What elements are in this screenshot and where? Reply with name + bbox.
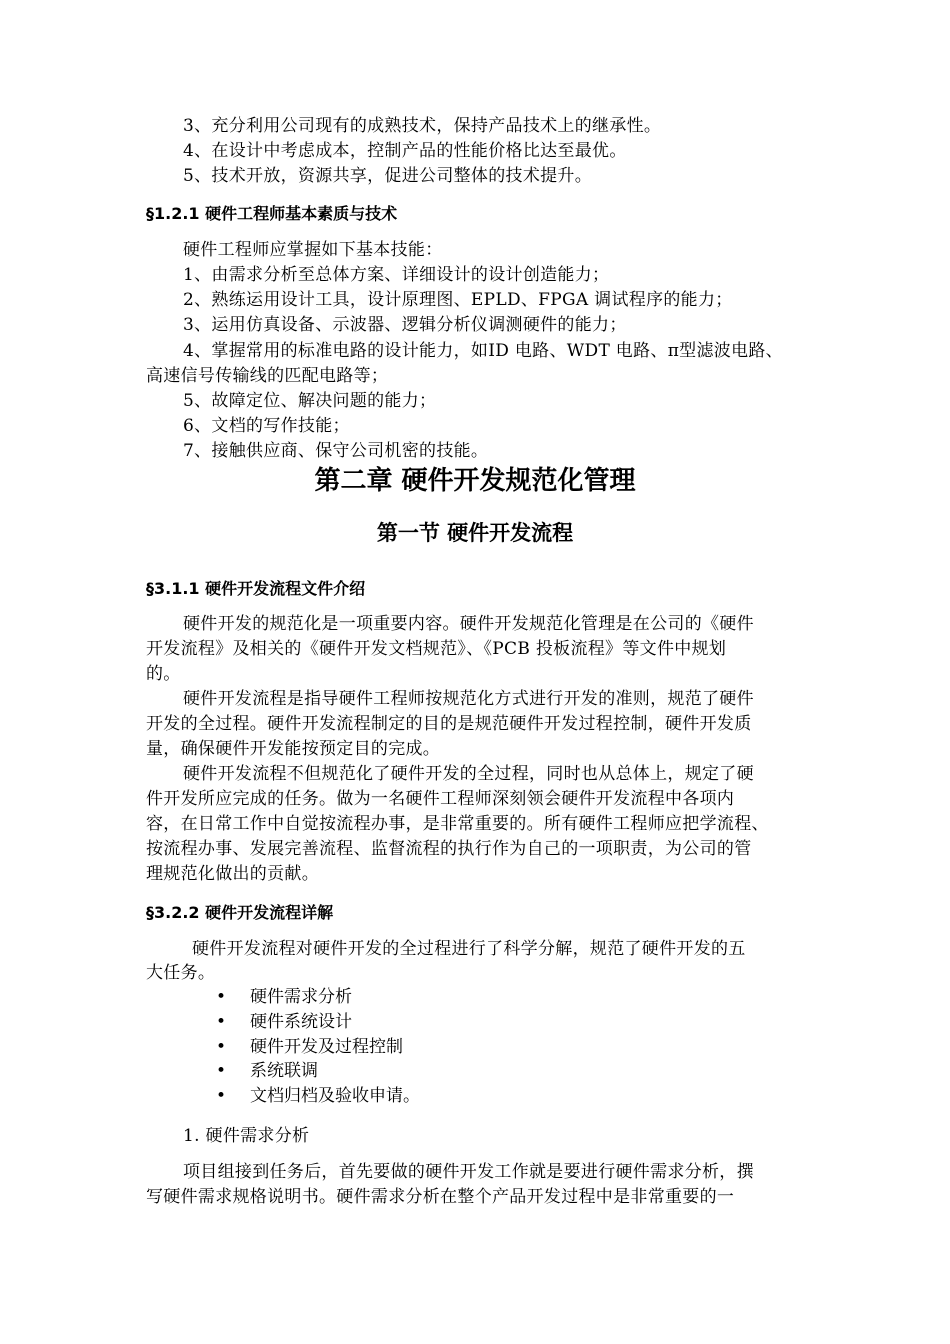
paragraph-lead: 硬件工程师应掌握如下基本技能： — [183, 240, 443, 260]
paragraph-line: 理规范化做出的贡献。 — [146, 864, 319, 884]
bullet-item: 文档归档及验收申请。 — [250, 1086, 420, 1106]
paragraph-line: 写硬件需求规格说明书。硬件需求分析在整个产品开发过程中是非常重要的一 — [146, 1187, 735, 1207]
list-item: 2、熟练运用设计工具，设计原理图、EPLD、FPGA 调试程序的能力； — [183, 290, 733, 310]
paragraph-line: 容，在日常工作中自觉按流程办事，是非常重要的。所有硬件工程师应把学流程、 — [146, 814, 769, 834]
section-heading-1-2-1: §1.2.1 硬件工程师基本素质与技术 — [146, 204, 398, 223]
bullet-item: 硬件需求分析 — [250, 987, 352, 1007]
paragraph-line: 开发的全过程。硬件开发流程制定的目的是规范硬件开发过程控制，硬件开发质 — [146, 714, 752, 734]
list-item-continuation: 高速信号传输线的匹配电路等； — [146, 366, 389, 386]
section-title: 第一节 硬件开发流程 — [376, 521, 574, 545]
bullet-icon: • — [216, 1037, 227, 1057]
list-item: 5、故障定位、解决问题的能力； — [183, 391, 437, 411]
paragraph-line: 件开发所应完成的任务。做为一名硬件工程师深刻领会硬件开发流程中各项内 — [146, 789, 735, 809]
list-item: 7、接触供应商、保守公司机密的技能。 — [183, 441, 489, 461]
chapter-title: 第二章 硬件开发规范化管理 — [314, 466, 636, 496]
numbered-heading: 1. 硬件需求分析 — [183, 1126, 310, 1146]
bullet-icon: • — [216, 987, 227, 1007]
section-heading-3-2-2: §3.2.2 硬件开发流程详解 — [146, 903, 334, 922]
paragraph-line: 大任务。 — [146, 963, 216, 983]
bullet-item: 系统联调 — [250, 1061, 318, 1081]
paragraph-line: 硬件开发流程是指导硬件工程师按规范化方式进行开发的准则，规范了硬件 — [183, 689, 754, 709]
paragraph-line: 硬件开发流程对硬件开发的全过程进行了科学分解，规范了硬件开发的五 — [192, 939, 746, 959]
bullet-icon: • — [216, 1086, 227, 1106]
list-item: 5、技术开放，资源共享，促进公司整体的技术提升。 — [183, 166, 593, 186]
list-item: 1、由需求分析至总体方案、详细设计的设计创造能力； — [183, 265, 610, 285]
list-item: 6、文档的写作技能； — [183, 416, 350, 436]
bullet-item: 硬件开发及过程控制 — [250, 1037, 403, 1057]
paragraph-line: 项目组接到任务后，首先要做的硬件开发工作就是要进行硬件需求分析，撰 — [183, 1162, 754, 1182]
paragraph-line: 的。 — [146, 664, 181, 684]
paragraph-line: 按流程办事、发展完善流程、监督流程的执行作为自己的一项职责，为公司的管 — [146, 839, 752, 859]
bullet-icon: • — [216, 1061, 227, 1081]
paragraph-line: 硬件开发的规范化是一项重要内容。硬件开发规范化管理是在公司的《硬件 — [183, 614, 754, 634]
paragraph-line: 硬件开发流程不但规范化了硬件开发的全过程，同时也从总体上，规定了硬 — [183, 764, 754, 784]
list-item: 3、运用仿真设备、示波器、逻辑分析仪调测硬件的能力； — [183, 315, 627, 335]
section-heading-3-1-1: §3.1.1 硬件开发流程文件介绍 — [146, 579, 366, 598]
bullet-item: 硬件系统设计 — [250, 1012, 352, 1032]
list-item: 3、充分利用公司现有的成熟技术，保持产品技术上的继承性。 — [183, 116, 662, 136]
paragraph-line: 开发流程》及相关的《硬件开发文档规范》、《PCB 投板流程》等文件中规划 — [146, 639, 727, 659]
list-item: 4、掌握常用的标准电路的设计能力，如ID 电路、WDT 电路、π型滤波电路、 — [183, 341, 783, 361]
paragraph-line: 量，确保硬件开发能按预定目的完成。 — [146, 739, 441, 759]
list-item: 4、在设计中考虑成本，控制产品的性能价格比达至最优。 — [183, 141, 627, 161]
bullet-icon: • — [216, 1012, 227, 1032]
